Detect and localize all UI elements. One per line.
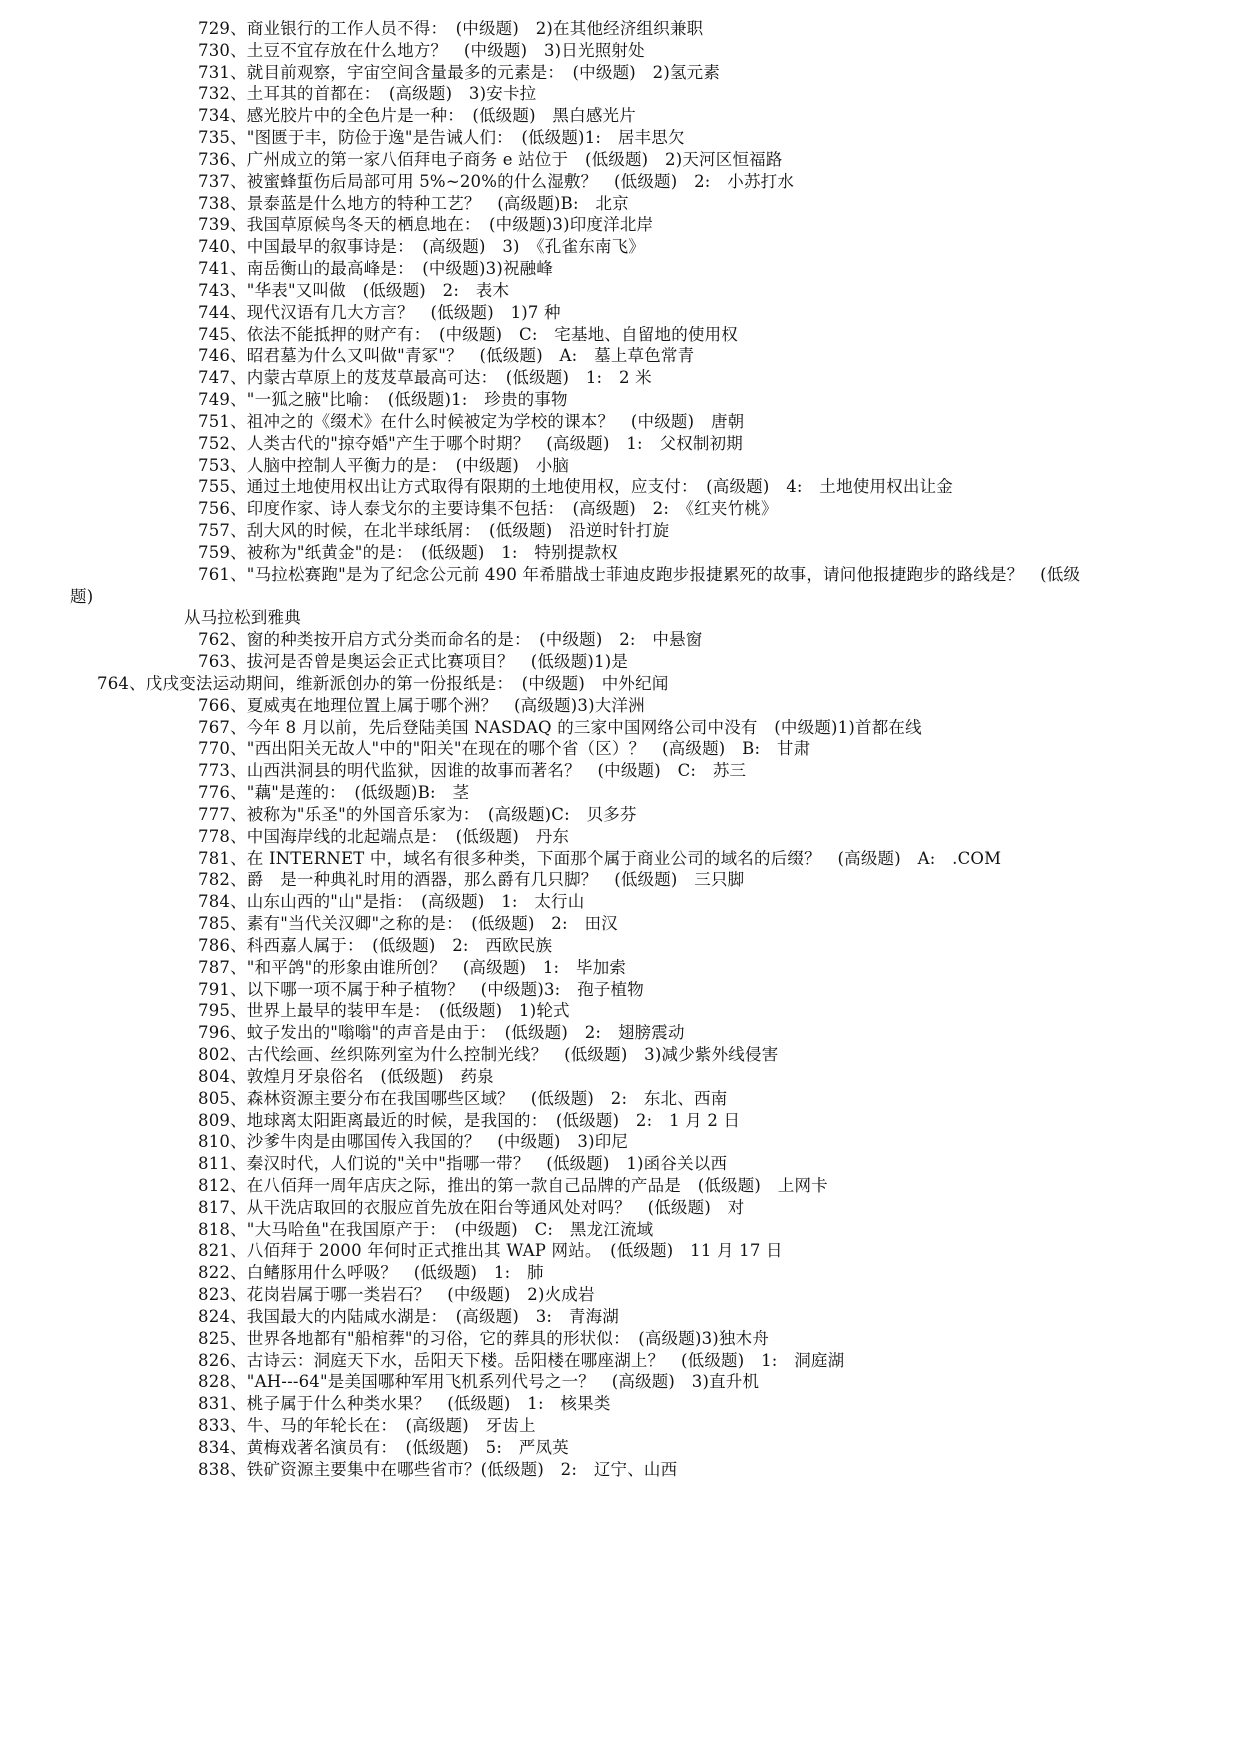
- question-line: 734、感光胶片中的全色片是一种： (低级题) 黑白感光片: [198, 106, 636, 126]
- question-line: 786、科西嘉人属于： (低级题) 2: 西欧民族: [198, 935, 553, 955]
- question-line: 826、古诗云：洞庭天下水，岳阳天下楼。岳阳楼在哪座湖上？ (低级题) 1: 洞庭湖: [198, 1350, 845, 1370]
- question-line: 802、古代绘画、丝织陈列室为什么控制光线？ (低级题) 3)减少紫外线侵害: [198, 1045, 779, 1064]
- question-line: 776、"藕"是莲的： (低级题)B: 茎: [198, 783, 470, 803]
- question-line: 737、被蜜蜂蜇伤后局部可用 5%~20%的什么湿敷？ (低级题) 2: 小苏打水: [198, 171, 795, 191]
- question-line: 767、今年 8 月以前，先后登陆美国 NASDAQ 的三家中国网络公司中没有 (中级题)1)首都在线: [198, 717, 922, 737]
- question-line: 838、铁矿资源主要集中在哪些省市？(低级题) 2: 辽宁、山西: [198, 1459, 678, 1479]
- question-line: 755、通过土地使用权出让方式取得有限期的土地使用权，应支付： (高级题) 4: 土地使用权出让金: [198, 477, 953, 497]
- question-line: 729、商业银行的工作人员不得： (中级题) 2)在其他经济组织兼职: [198, 19, 704, 38]
- question-line: 744、现代汉语有几大方言？ (低级题) 1)7 种: [198, 302, 561, 322]
- question-line: 822、白鳍豚用什么呼吸？ (低级题) 1: 肺: [198, 1263, 544, 1283]
- question-line: 739、我国草原候鸟冬天的栖息地在： (中级题)3)印度洋北岸: [198, 215, 654, 235]
- question-line: 745、依法不能抵押的财产有： (中级题) C: 宅基地、自留地的使用权: [198, 324, 739, 344]
- question-line: 791、以下哪一项不属于种子植物？ (中级题)3: 孢子植物: [198, 979, 644, 999]
- question-line: 751、祖冲之的《缀术》在什么时候被定为学校的课本？ (中级题) 唐朝: [198, 411, 745, 431]
- question-line: 828、"AH---64"是美国哪种军用飞机系列代号之一？ (高级题) 3)直升机: [198, 1372, 760, 1392]
- question-line: 804、敦煌月牙泉俗名 (低级题) 药泉: [198, 1066, 494, 1086]
- question-line: 746、昭君墓为什么又叫做"青冢"？ (低级题) A: 墓上草色常青: [198, 346, 695, 366]
- question-line: 824、我国最大的内陆咸水湖是： (高级题) 3: 青海湖: [198, 1306, 619, 1326]
- question-line: 763、拔河是否曾是奥运会正式比赛项目？ (低级题)1)是: [198, 652, 629, 672]
- question-line: 766、夏威夷在地理位置上属于哪个洲？ (高级题)3)大洋洲: [198, 695, 645, 715]
- question-line: 787、"和平鸽"的形象由谁所创？ (高级题) 1: 毕加索: [198, 957, 627, 977]
- question-continuation: 题): [70, 586, 94, 606]
- question-line: 747、内蒙古草原上的芨芨草最高可达： (低级题) 1: 2 米: [198, 368, 652, 388]
- question-line: 736、广州成立的第一家八佰拜电子商务 e 站位于 (低级题) 2)天河区恒福路: [198, 149, 783, 169]
- question-line: 743、"华表"又叫做 (低级题) 2: 表木: [198, 280, 510, 300]
- question-line: 730、土豆不宜存放在什么地方？ (中级题) 3)日光照射处: [198, 40, 645, 60]
- question-line: 817、从干洗店取回的衣服应首先放在阳台等通风处对吗？ (低级题) 对: [198, 1197, 745, 1217]
- question-line: 796、蚊子发出的"嗡嗡"的声音是由于： (低级题) 2: 翅膀震动: [198, 1023, 685, 1043]
- question-line: 778、中国海岸线的北起端点是： (低级题) 丹东: [198, 826, 570, 846]
- question-line: 749、"一狐之腋"比喻： (低级题)1: 珍贵的事物: [198, 390, 568, 410]
- question-line: 753、人脑中控制人平衡力的是： (中级题) 小脑: [198, 455, 570, 475]
- question-line: 738、景泰蓝是什么地方的特种工艺？ (高级题)B: 北京: [198, 193, 629, 213]
- question-line: 825、世界各地都有"船棺葬"的习俗，它的葬具的形状似： (高级题)3)独木舟: [198, 1328, 770, 1348]
- question-line: 812、在八佰拜一周年店庆之际，推出的第一款自己品牌的产品是 (低级题) 上网卡: [198, 1175, 828, 1195]
- question-line: 773、山西洪洞县的明代监狱，因谁的故事而著名？ (中级题) C: 苏三: [198, 761, 747, 781]
- question-line: 823、花岗岩属于哪一类岩石？ (中级题) 2)火成岩: [198, 1285, 595, 1305]
- question-line: 770、"西出阳关无故人"中的"阳关"在现在的哪个省（区）？ (高级题) B: 甘肃: [198, 739, 811, 759]
- question-line: 757、刮大风的时候，在北半球纸屑： (低级题) 沿逆时针打旋: [198, 521, 670, 541]
- question-line: 735、"图匮于丰，防俭于逸"是告诫人们： (低级题)1: 居丰思欠: [198, 128, 685, 148]
- question-line: 821、八佰拜于 2000 年何时正式推出其 WAP 网站。 (低级题) 11 月 17 日: [198, 1241, 783, 1261]
- question-line: 811、秦汉时代，人们说的"关中"指哪一带？ (低级题) 1)函谷关以西: [198, 1154, 728, 1174]
- question-line: 752、人类古代的"掠夺婚"产生于哪个时期？ (高级题) 1: 父权制初期: [198, 433, 744, 453]
- question-line: 784、山东山西的"山"是指： (高级题) 1: 太行山: [198, 892, 585, 912]
- question-line: 782、爵 是一种典礼时用的酒器，那么爵有几只脚？ (低级题) 三只脚: [198, 870, 745, 890]
- question-line: 764、戊戌变法运动期间，维新派创办的第一份报纸是： (中级题) 中外纪闻: [97, 673, 669, 693]
- question-line: 741、南岳衡山的最高峰是： (中级题)3)祝融峰: [198, 259, 554, 279]
- question-line: 833、牛、马的年轮长在： (高级题) 牙齿上: [198, 1416, 536, 1436]
- question-line: 781、在 INTERNET 中，域名有很多种类，下面那个属于商业公司的域名的后缀？ (高级题) A: .COM: [198, 848, 1002, 868]
- question-line: 756、印度作家、诗人泰戈尔的主要诗集不包括： (高级题) 2: 《红夹竹桃》: [198, 499, 778, 519]
- question-line: 805、森林资源主要分布在我国哪些区域？ (低级题) 2: 东北、西南: [198, 1088, 728, 1108]
- question-line: 818、"大马哈鱼"在我国原产于： (中级题) C: 黑龙江流域: [198, 1219, 654, 1239]
- question-line: 731、就目前观察，宇宙空间含量最多的元素是： (中级题) 2)氢元素: [198, 62, 721, 82]
- question-line: 810、沙爹牛肉是由哪国传入我国的？ (中级题) 3)印尼: [198, 1132, 629, 1152]
- question-line: 831、桃子属于什么种类水果？ (低级题) 1: 核果类: [198, 1394, 611, 1414]
- question-line: 732、土耳其的首都在： (高级题) 3)安卡拉: [198, 84, 537, 104]
- question-line: 740、中国最早的叙事诗是： (高级题) 3) 《孔雀东南飞》: [198, 237, 646, 257]
- question-line: 795、世界上最早的装甲车是： (低级题) 1)轮式: [198, 1001, 570, 1021]
- question-line: 834、黄梅戏著名演员有： (低级题) 5: 严凤英: [198, 1437, 569, 1457]
- question-line: 762、窗的种类按开启方式分类而命名的是： (中级题) 2: 中悬窗: [198, 630, 703, 650]
- question-line: 759、被称为"纸黄金"的是： (低级题) 1: 特别提款权: [198, 542, 618, 562]
- question-line: 777、被称为"乐圣"的外国音乐家为： (高级题)C: 贝多芬: [198, 804, 637, 824]
- question-line: 785、素有"当代关汉卿"之称的是： (低级题) 2: 田汉: [198, 914, 618, 934]
- question-line: 809、地球离太阳距离最近的时候，是我国的： (低级题) 2: 1 月 2 日: [198, 1110, 741, 1130]
- question-line: 761、"马拉松赛跑"是为了纪念公元前 490 年希腊战士菲迪皮跑步报捷累死的故事，请问他报捷跑步的路线是？ (低级: [198, 564, 1081, 584]
- answer-line: 从马拉松到雅典: [184, 608, 301, 628]
